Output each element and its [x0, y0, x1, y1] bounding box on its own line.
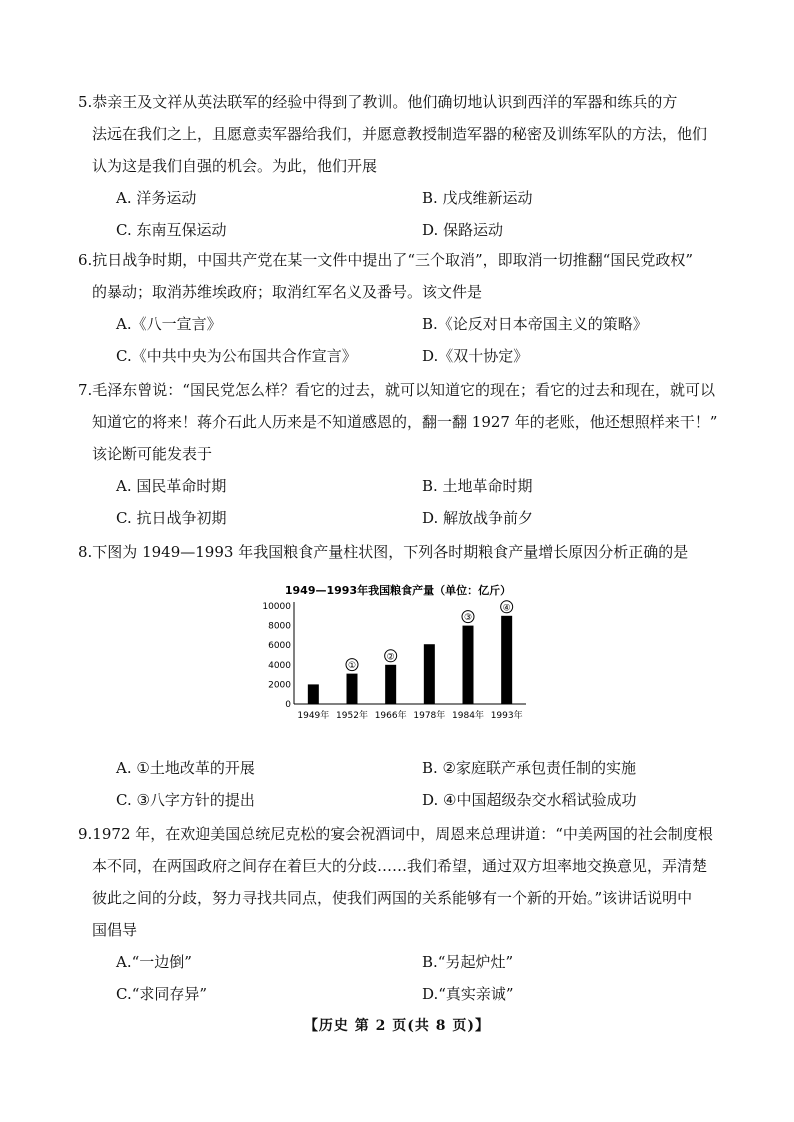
x-tick-label: 1984年	[452, 711, 484, 721]
chart-bars	[308, 616, 512, 704]
options-row	[78, 946, 730, 978]
y-tick-label: 4000	[268, 660, 291, 671]
stem-line: 6.抗日战争时期，中国共产党在某一文件中提出了“三个取消”，即取消一切推翻“国民党政权”	[78, 251, 693, 269]
grain-output-bar-chart	[258, 580, 530, 726]
options-row	[78, 502, 730, 534]
options-row	[78, 308, 730, 340]
chart-bar	[308, 684, 319, 704]
stem-line: 8.下图为 1949—1993 年我国粮食产量柱状图，下列各时期粮食产量增长原因分析正确的是	[78, 543, 689, 561]
option-b[interactable]: B. ②家庭联产承包责任制的实施	[422, 759, 637, 777]
x-tick-label: 1952年	[336, 711, 368, 721]
bar-marker-label: ①	[347, 661, 357, 672]
option-c[interactable]: C.“求同存异”	[116, 985, 208, 1003]
chart-title: 1949—1993年我国粮食产量（单位：亿斤）	[284, 584, 512, 597]
option-a[interactable]: A.《八一宣言》	[116, 315, 222, 333]
x-tick-label: 1978年	[413, 711, 446, 721]
option-c[interactable]: C. ③八字方针的提出	[116, 791, 255, 809]
options-row	[78, 340, 730, 372]
stem-line: 9.1972 年，在欢迎美国总统尼克松的宴会祝酒词中，周恩来总理讲道：“中美两国的社会制度根	[78, 825, 713, 843]
x-tick-label: 1993年	[490, 711, 523, 721]
option-a[interactable]: A.“一边倒”	[116, 953, 192, 971]
page-footer: 【历史 第 2 页(共 8 页)】	[303, 1018, 491, 1034]
question-8	[78, 536, 730, 568]
y-tick-label: 10000	[262, 602, 291, 612]
option-a[interactable]: A. 国民革命时期	[116, 477, 227, 495]
option-a[interactable]: A. 洋务运动	[116, 189, 197, 207]
chart-bar	[385, 665, 396, 704]
stem-line: 知道它的将来！蒋介石此人历来是不知道感恩的，翻一翻 1927 年的老账，他还想照样来干！”	[92, 413, 718, 431]
chart-bar	[424, 644, 435, 704]
y-tick-label: 0	[285, 700, 291, 710]
stem-line: 该论断可能发表于	[92, 445, 213, 463]
option-b[interactable]: B. 戊戌维新运动	[422, 189, 533, 207]
question-9	[78, 818, 730, 1010]
stem-line: 本不同，在两国政府之间存在着巨大的分歧……我们希望，通过双方坦率地交换意见，弄清楚	[92, 857, 708, 875]
x-tick-label: 1966年	[374, 711, 407, 721]
chart-bar	[347, 674, 358, 704]
option-d[interactable]: D. ④中国超级杂交水稻试验成功	[422, 791, 637, 809]
options-row	[78, 214, 730, 246]
stem-line: 5.恭亲王及文祥从英法联军的经验中得到了教训。他们确切地认识到西洋的军器和练兵的方	[78, 93, 678, 111]
question-stem	[78, 536, 730, 568]
question-stem	[78, 86, 730, 182]
question-8-options	[78, 752, 730, 816]
question-stem	[78, 818, 730, 946]
bar-marker-label: ③	[463, 613, 473, 624]
option-d[interactable]: D. 解放战争前夕	[422, 509, 534, 527]
options-row	[78, 784, 730, 816]
stem-line: 7.毛泽东曾说：“国民党怎么样？看它的过去，就可以知道它的现在；看它的过去和现在，就可以	[78, 381, 715, 399]
option-d[interactable]: D.《双十协定》	[422, 347, 529, 365]
question-5	[78, 86, 730, 246]
option-a[interactable]: A. ①土地改革的开展	[116, 759, 255, 777]
option-c[interactable]: C. 抗日战争初期	[116, 509, 227, 527]
option-c[interactable]: C.《中共中央为公布国共合作宣言》	[116, 347, 357, 365]
x-tick-label: 1949年	[297, 711, 330, 721]
option-d[interactable]: D. 保路运动	[422, 221, 504, 239]
chart-labels	[297, 601, 522, 721]
question-6	[78, 244, 730, 372]
stem-line: 的暴动；取消苏维埃政府；取消红军名义及番号。该文件是	[92, 283, 483, 301]
stem-line: 法远在我们之上，且愿意卖军器给我们，并愿意教授制造军器的秘密及训练军队的方法，他们	[92, 125, 708, 143]
chart-bar	[463, 626, 474, 704]
question-stem	[78, 244, 730, 308]
bar-marker-label: ②	[386, 652, 395, 663]
question-7	[78, 374, 730, 534]
option-d[interactable]: D.“真实亲诚”	[422, 985, 514, 1003]
bar-marker-label: ④	[502, 603, 511, 614]
question-stem	[78, 374, 730, 470]
options-row	[78, 182, 730, 214]
option-b[interactable]: B. 土地革命时期	[422, 477, 533, 495]
options-row	[78, 978, 730, 1010]
y-tick-label: 8000	[268, 621, 291, 632]
y-tick-label: 2000	[268, 680, 291, 691]
stem-line: 认为这是我们自强的机会。为此，他们开展	[92, 157, 378, 175]
options-row	[78, 752, 730, 784]
y-tick-label: 6000	[268, 641, 291, 652]
stem-line: 国倡导	[92, 921, 138, 939]
chart-bar	[501, 616, 512, 704]
option-b[interactable]: B.“另起炉灶”	[422, 953, 514, 971]
options-row	[78, 470, 730, 502]
stem-line: 彼此之间的分歧，努力寻找共同点，使我们两国的关系能够有一个新的开始。”该讲话说明中	[92, 889, 693, 907]
option-c[interactable]: C. 东南互保运动	[116, 221, 227, 239]
option-b[interactable]: B.《论反对日本帝国主义的策略》	[422, 315, 648, 333]
